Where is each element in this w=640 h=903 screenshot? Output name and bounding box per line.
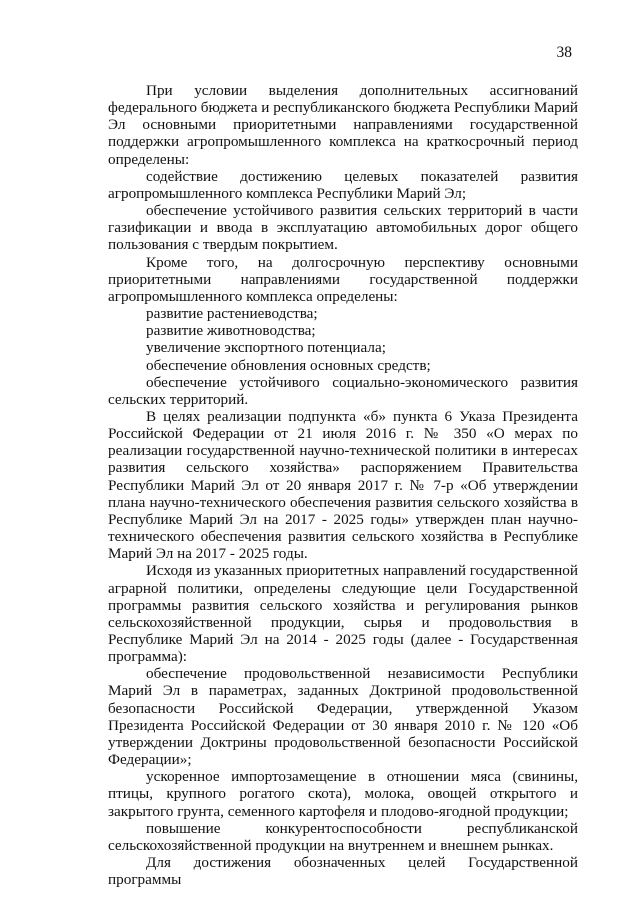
paragraph: повышение конкурентоспособности республиканской сельскохозяйственной продукции на внутреннем и внешнем рынках.	[108, 819, 578, 854]
paragraph: Для достижения обозначенных целей Государственной программы	[108, 854, 578, 889]
paragraph: развитие растениеводства;	[146, 305, 318, 323]
paragraph: ускоренное импортозамещение в отношении мяса (свинины, птицы, крупного рогатого скота), молока, овощей открытого и закрытого грунта, семенного картофеля и плодово-ягодной продукции;	[108, 768, 578, 820]
paragraph: Исходя из указанных приоритетных направлений государственной аграрной политики, определены следующие цели Государственной программы развития сельского хозяйства и регулирования рынков сельскохозяйственной продукции, сырья и продовольствия в Республике Марий Эл на 2014 - 2025 годы (далее - Государственная программа):	[108, 562, 578, 666]
document-body	[108, 82, 578, 888]
paragraph: обеспечение устойчивого развития сельских территорий в части газификации и ввода в эксплуатацию автомобильных дорог общего пользования с твердым покрытием.	[108, 202, 578, 254]
page-number: 38	[556, 44, 572, 61]
paragraph: развитие животноводства;	[146, 322, 316, 340]
paragraph: содействие достижению целевых показателей развития агропромышленного комплекса Республики Марий Эл;	[108, 167, 578, 202]
paragraph: Кроме того, на долгосрочную перспективу основными приоритетными направлениями государственной поддержки агропромышленного комплекса определены:	[108, 253, 578, 305]
paragraph: В целях реализации подпункта «б» пункта 6 Указа Президента Российской Федерации от 21 июля 2016 г. № 350 «О мерах по реализации государственной научно-технической политики в интересах развития сельского хозяйства» распоряжением Правительства Республики Марий Эл от 20 января 2017 г. № 7-р «Об утверждении плана научно-технического обеспечения развития сельского хозяйства в Республике Марий Эл на 2017 - 2025 годы» утвержден план научно-технического обеспечения развития сельского хозяйства в Республике Марий Эл на 2017 - 2025 годы.	[108, 407, 578, 563]
paragraph: обеспечение устойчивого социально-экономического развития сельских территорий.	[108, 373, 578, 408]
paragraph: обеспечение продовольственной независимости Республики Марий Эл в параметрах, заданных Доктриной продовольственной безопасности Российской Федерации, утвержденной Указом Президента Российской Федерации от 30 января 2010 г. № 120 «Об утверждении Доктрины продовольственной безопасности Российской Федерации»;	[108, 665, 578, 769]
paragraph: увеличение экспортного потенциала;	[146, 339, 386, 357]
paragraph: обеспечение обновления основных средств;	[146, 356, 431, 374]
paragraph: При условии выделения дополнительных ассигнований федерального бюджета и республиканского бюджета Республики Марий Эл основными приоритетными направлениями государственной поддержки агропромышленного комплекса на краткосрочный период определены:	[108, 82, 578, 168]
